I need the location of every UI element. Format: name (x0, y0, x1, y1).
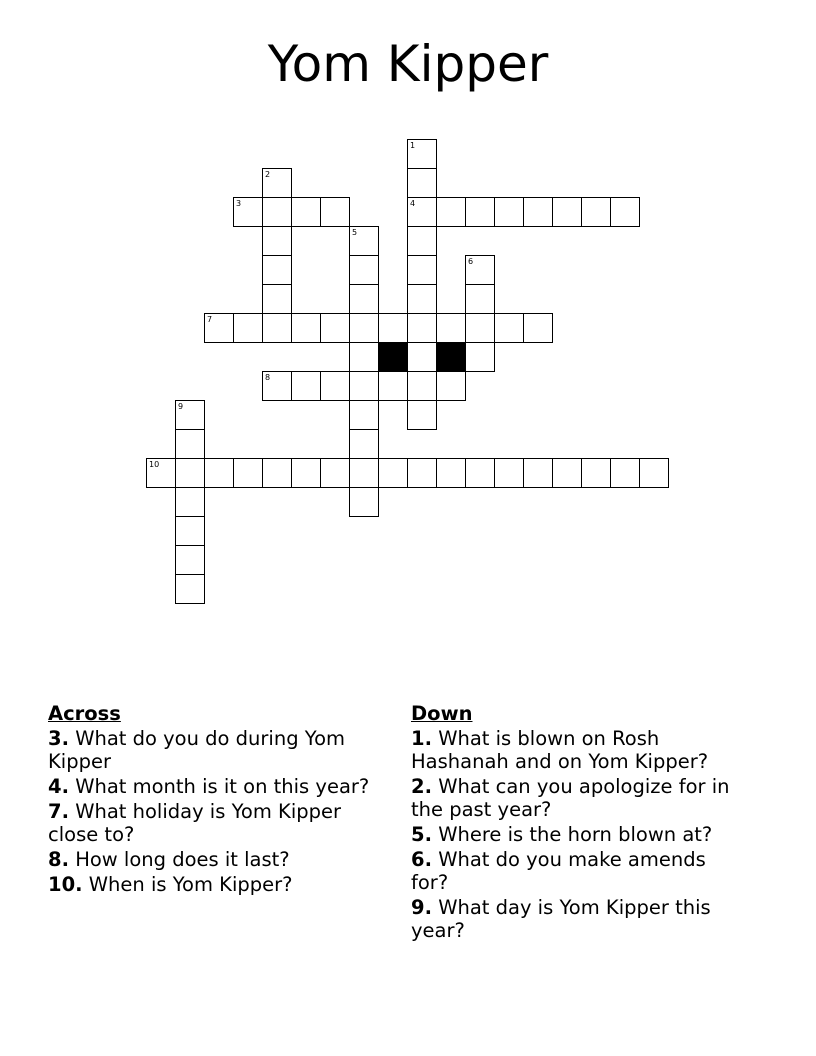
grid-cell[interactable] (552, 458, 582, 488)
cell-number: 9 (178, 402, 184, 411)
clue-number: 9. (411, 896, 432, 919)
grid-cell[interactable] (378, 371, 408, 401)
grid-cell[interactable] (610, 197, 640, 227)
across-clue (48, 800, 378, 846)
clue-number: 7. (48, 800, 69, 823)
grid-cell[interactable] (407, 197, 437, 227)
grid-cell[interactable] (581, 197, 611, 227)
cell-number: 2 (265, 170, 271, 179)
grid-cell[interactable] (407, 458, 437, 488)
grid-cell[interactable] (349, 400, 379, 430)
grid-cell[interactable] (465, 197, 495, 227)
grid-cell[interactable] (204, 313, 234, 343)
across-clue (48, 873, 378, 896)
across-heading: Across (48, 702, 121, 725)
grid-cell[interactable] (581, 458, 611, 488)
grid-cell[interactable] (494, 197, 524, 227)
grid-cell[interactable] (378, 313, 408, 343)
across-clue (48, 727, 378, 773)
grid-cell[interactable] (175, 458, 205, 488)
grid-cell[interactable] (204, 458, 234, 488)
clue-text: When is Yom Kipper? (88, 873, 293, 896)
grid-cell[interactable] (407, 255, 437, 285)
grid-cell[interactable] (494, 313, 524, 343)
grid-cell[interactable] (407, 168, 437, 198)
grid-cell[interactable] (349, 487, 379, 517)
grid-cell[interactable] (523, 313, 553, 343)
clue-text: What do you make amends for? (411, 848, 706, 894)
grid-cell[interactable] (291, 197, 321, 227)
grid-cell[interactable] (494, 458, 524, 488)
clue-number: 8. (48, 848, 69, 871)
grid-cell[interactable] (320, 371, 350, 401)
cell-number: 8 (265, 373, 271, 382)
grid-cell[interactable] (146, 458, 176, 488)
grid-cell[interactable] (320, 313, 350, 343)
grid-cell[interactable] (320, 458, 350, 488)
grid-cell[interactable] (262, 255, 292, 285)
grid-cell[interactable] (262, 458, 292, 488)
clue-number: 4. (48, 775, 69, 798)
grid-cell[interactable] (552, 197, 582, 227)
grid-cell[interactable] (175, 574, 205, 604)
grid-cell[interactable] (407, 342, 437, 372)
grid-cell[interactable] (233, 197, 263, 227)
down-clue (411, 727, 741, 773)
grid-cell[interactable] (465, 255, 495, 285)
clue-text: Where is the horn blown at? (438, 823, 713, 846)
down-clues (411, 702, 741, 944)
grid-cell[interactable] (349, 313, 379, 343)
grid-cell[interactable] (378, 458, 408, 488)
grid-cell[interactable] (523, 458, 553, 488)
grid-cell[interactable] (407, 313, 437, 343)
grid-cell[interactable] (175, 400, 205, 430)
clue-number: 5. (411, 823, 432, 846)
across-clues (48, 702, 378, 898)
grid-cell[interactable] (320, 197, 350, 227)
grid-cell[interactable] (349, 371, 379, 401)
cell-number: 10 (149, 460, 160, 469)
grid-cell[interactable] (262, 313, 292, 343)
grid-cell[interactable] (349, 226, 379, 256)
grid-cell[interactable] (262, 197, 292, 227)
cell-number: 3 (236, 199, 242, 208)
grid-cell[interactable] (407, 400, 437, 430)
grid-cell[interactable] (262, 168, 292, 198)
clue-text: How long does it last? (75, 848, 290, 871)
down-clue (411, 775, 741, 821)
grid-cell[interactable] (291, 313, 321, 343)
clue-text: What month is it on this year? (75, 775, 370, 798)
grid-cell[interactable] (175, 516, 205, 546)
clue-number: 1. (411, 727, 432, 750)
grid-cell[interactable] (349, 255, 379, 285)
grid-cell[interactable] (639, 458, 669, 488)
cell-number: 6 (468, 257, 474, 266)
clue-number: 3. (48, 727, 69, 750)
grid-cell[interactable] (262, 371, 292, 401)
clue-number: 2. (411, 775, 432, 798)
cell-number: 1 (410, 141, 416, 150)
grid-cell[interactable] (262, 284, 292, 314)
grid-cell[interactable] (175, 545, 205, 575)
grid-cell[interactable] (291, 458, 321, 488)
grid-cell[interactable] (465, 284, 495, 314)
clue-number: 6. (411, 848, 432, 871)
clue-text: What holiday is Yom Kipper close to? (48, 800, 342, 846)
grid-cell[interactable] (436, 197, 466, 227)
grid-cell[interactable] (436, 371, 466, 401)
across-clue (48, 775, 378, 798)
grid-cell[interactable] (407, 284, 437, 314)
grid-cell[interactable] (465, 313, 495, 343)
cell-number: 4 (410, 199, 416, 208)
clue-text: What can you apologize for in the past year? (411, 775, 730, 821)
grid-cell[interactable] (175, 429, 205, 459)
blocked-cell (436, 342, 466, 372)
grid-cell[interactable] (262, 226, 292, 256)
puzzle-title: Yom Kipper (267, 35, 549, 93)
cell-number: 7 (207, 315, 213, 324)
clue-text: What do you do during Yom Kipper (48, 727, 346, 773)
grid-cell[interactable] (407, 371, 437, 401)
down-heading: Down (411, 702, 473, 725)
grid-cell[interactable] (233, 313, 263, 343)
grid-cell[interactable] (436, 458, 466, 488)
grid-cell[interactable] (349, 429, 379, 459)
grid-cell[interactable] (610, 458, 640, 488)
clue-text: What day is Yom Kipper this year? (411, 896, 711, 942)
clue-number: 10. (48, 873, 83, 896)
grid-cell[interactable] (465, 342, 495, 372)
grid-cell[interactable] (349, 284, 379, 314)
down-clue (411, 848, 741, 894)
grid-cell[interactable] (233, 458, 263, 488)
grid-cell[interactable] (291, 371, 321, 401)
across-clue (48, 848, 378, 871)
grid-cell[interactable] (523, 197, 553, 227)
grid-cell[interactable] (465, 458, 495, 488)
grid-cell[interactable] (407, 226, 437, 256)
down-clue (411, 823, 741, 846)
blocked-cell (378, 342, 408, 372)
grid-cell[interactable] (436, 313, 466, 343)
grid-cell[interactable] (407, 139, 437, 169)
cell-number: 5 (352, 228, 358, 237)
clue-text: What is blown on Rosh Hashanah and on Yom Kipper? (411, 727, 709, 773)
grid-cell[interactable] (349, 342, 379, 372)
grid-cell[interactable] (175, 487, 205, 517)
down-clue (411, 896, 741, 942)
grid-cell[interactable] (349, 458, 379, 488)
